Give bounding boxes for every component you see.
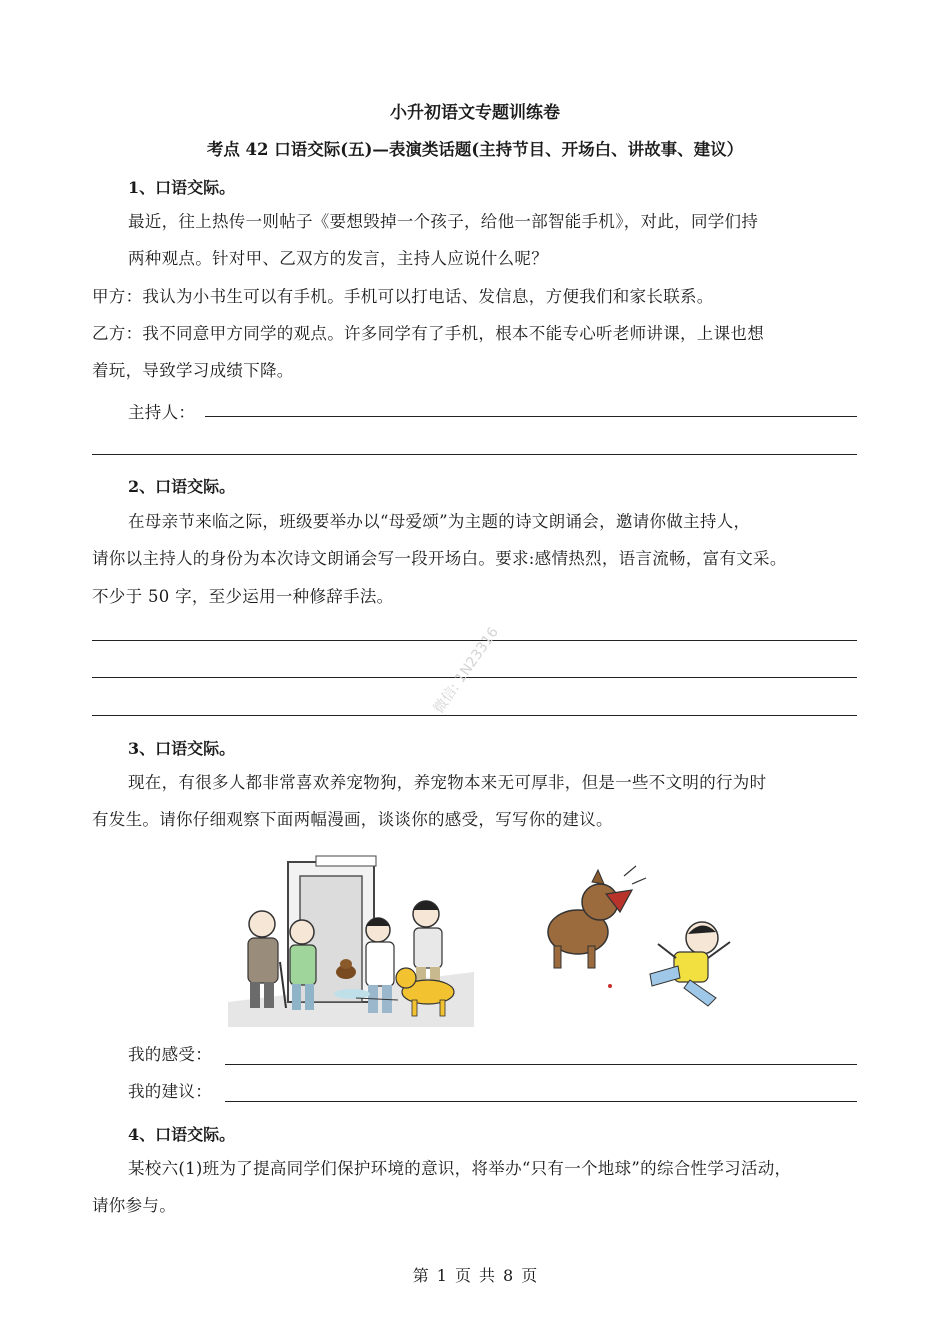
q2-heading: 2、口语交际。 bbox=[128, 477, 236, 496]
page-title: 小升初语文专题训练卷 bbox=[390, 103, 560, 123]
footer-total-pages: 8 bbox=[503, 1266, 514, 1285]
footer-page-number: 1 bbox=[436, 1266, 447, 1285]
q2-answer-line-2[interactable] bbox=[92, 677, 857, 678]
footer-gong: 共 bbox=[479, 1266, 496, 1285]
cartoon-dog-mess-image bbox=[228, 852, 474, 1027]
q3-para-line2: 有发生。请你仔细观察下面两幅漫画，谈谈你的感受，写写你的建议。 bbox=[92, 810, 613, 829]
footer-ye-2: 页 bbox=[521, 1266, 538, 1285]
q1-side-yi-line1: 乙方：我不同意甲方同学的观点。许多同学有了手机，根本不能专心听老师讲课，上课也想 bbox=[92, 324, 764, 343]
q4-heading: 4、口语交际。 bbox=[128, 1125, 236, 1144]
q1-para-line2: 两种观点。针对甲、乙双方的发言，主持人应说什么呢？ bbox=[128, 249, 548, 268]
q4-para-line2: 请你参与。 bbox=[92, 1196, 176, 1215]
q2-para-line3: 不少于 50 字，至少运用一种修辞手法。 bbox=[92, 587, 394, 606]
q1-host-label: 主持人： bbox=[128, 403, 196, 422]
q2-para-line1: 在母亲节来临之际，班级要举办以“母爱颂”为主题的诗文朗诵会，邀请你做主持人， bbox=[128, 512, 751, 531]
q1-heading: 1、口语交际。 bbox=[128, 178, 236, 197]
watermark: 微信: 1N23316 bbox=[430, 624, 502, 717]
page-subtitle: 考点 42 口语交际(五)—表演类话题(主持节目、开场白、讲故事、建议） bbox=[206, 140, 744, 159]
q3-para-line1: 现在，有很多人都非常喜欢养宠物狗，养宠物本来无可厚非，但是一些不文明的行为时 bbox=[128, 773, 767, 792]
cartoon-dog-barking-image bbox=[540, 862, 740, 1027]
q1-para-line1: 最近，往上热传一则帖子《要想毁掉一个孩子，给他一部智能手机》，对此，同学们持 bbox=[128, 212, 759, 231]
q3-feeling-label: 我的感受： bbox=[128, 1045, 212, 1064]
q1-answer-line-1[interactable] bbox=[205, 416, 857, 417]
footer-di: 第 bbox=[412, 1266, 429, 1285]
q2-answer-line-3[interactable] bbox=[92, 715, 857, 716]
q3-feeling-answer-line[interactable] bbox=[225, 1064, 857, 1065]
q3-heading: 3、口语交际。 bbox=[128, 739, 236, 758]
footer-ye-1: 页 bbox=[454, 1266, 471, 1285]
q4-para-line1: 某校六(1)班为了提高同学们保护环境的意识，将举办“只有一个地球”的综合性学习活动， bbox=[128, 1159, 792, 1178]
q3-suggestion-answer-line[interactable] bbox=[225, 1101, 857, 1102]
q3-suggestion-label: 我的建议： bbox=[128, 1082, 212, 1101]
page-footer bbox=[0, 1263, 950, 1286]
q1-answer-line-2[interactable] bbox=[92, 454, 857, 455]
q1-side-jia: 甲方：我认为小书生可以有手机。手机可以打电话、发信息，方便我们和家长联系。 bbox=[92, 287, 714, 306]
q2-para-line2: 请你以主持人的身份为本次诗文朗诵会写一段开场白。要求:感情热烈，语言流畅，富有文采。 bbox=[92, 549, 787, 568]
q1-side-yi-line2: 着玩，导致学习成绩下降。 bbox=[92, 361, 294, 380]
